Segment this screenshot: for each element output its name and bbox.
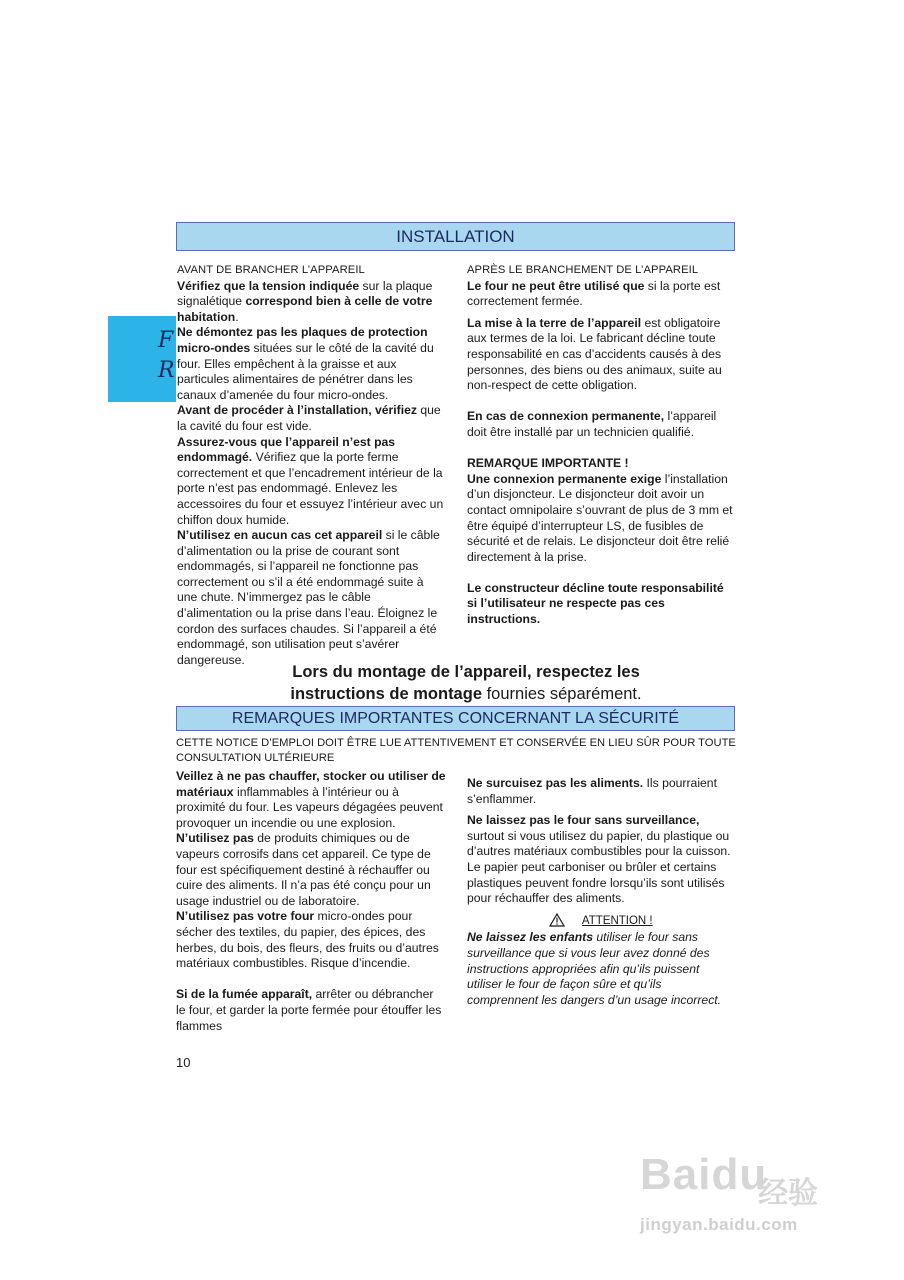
language-tab xyxy=(108,316,176,402)
installation-title: INSTALLATION xyxy=(396,227,515,246)
warning-triangle-icon xyxy=(549,913,565,927)
installation-left-column xyxy=(177,263,445,668)
safety-right-column xyxy=(467,776,735,1008)
install-right-p5: Le constructeur décline toute responsabilité si l’utilisateur ne respecte pas ces instructions. xyxy=(467,580,724,627)
jingyan-text: 经验 xyxy=(758,1177,818,1210)
installation-header xyxy=(176,222,735,251)
safety-left-p2: N’utilisez pas de produits chimiques ou de vapeurs corrosifs dans cet appareil. Ce type de four est spécifiquement destiné à réchauffer ou cuire des aliments. Il n’a pas été conçu pour un usage industriel ou de laboratoire. xyxy=(176,831,431,908)
mounting-instructions: Lors du montage de l’appareil, respectez les instructions de montage fournies séparément. xyxy=(290,663,642,703)
after-connecting-heading: APRÈS LE BRANCHEMENT DE L’APPAREIL xyxy=(467,264,699,276)
attention-line xyxy=(467,913,735,930)
lang-letter-f: F xyxy=(158,328,174,353)
install-left-p1: Vérifiez que la tension indiquée sur la plaque signalétique correspond bien à celle de votre habitation. xyxy=(177,278,433,324)
safety-right-p2: Ne laissez pas le four sans surveillance, surtout si vous utilisez du papier, du plastique ou d’autres matériaux combustibles pour la cuisson. Le papier peut carboniser ou brûler et certains plastiques peuvent fondre lorsqu’ils sont utilisés pour réchauffer des aliments. xyxy=(467,813,731,906)
baidu-watermark xyxy=(640,1140,860,1250)
install-left-p2: Ne démontez pas les plaques de protection micro-ondes situées sur le côté de la cavité du four. Elles empêchent à la graisse et aux particules alimentaires de pénétrer dans les canaux d’amenée du four micro-ondes. xyxy=(177,325,434,402)
attention-label: ATTENTION ! xyxy=(581,914,653,927)
installation-right-column xyxy=(467,263,735,628)
safety-right-p1: Ne surcuisez pas les aliments. Ils pourraient s’enflammer. xyxy=(467,776,717,806)
install-right-p4: Une connexion permanente exige l’installation d’un disjoncteur. Le disjoncteur doit avoir un contact omnipolaire s’ouvrant de plus de 3 mm et être équipé d’interrupteur LS, de fusibles de sécurité et de relais. Le disjoncteur doit être relié directement à la prise. xyxy=(467,471,733,564)
install-right-p2: La mise à la terre de l’appareil est obligatoire aux termes de la loi. Le fabricant décline toute responsabilité en cas d’accidents causés à des personnes, des biens ou des animaux, suite au non-respect de cette obligation. xyxy=(467,315,722,393)
lang-letter-r: R xyxy=(158,358,175,383)
install-left-p3: Avant de procéder à l’installation, vérifiez que la cavité du four est vide. xyxy=(177,403,441,433)
install-right-p3: En cas de connexion permanente, l’appareil doit être installé par un technicien qualifié. xyxy=(467,409,717,439)
children-warning: Ne laissez les enfants utiliser le four sans surveillance que si vous leur avez donné des instructions appropriées afin qu’ils puissent utiliser le four de façon sûre et qu’ils comprennent les dangers d’un usage incorrect. xyxy=(467,930,722,1007)
safety-header xyxy=(176,706,735,731)
watermark-url: jingyan.baidu.com xyxy=(640,1215,798,1234)
keep-notice: CETTE NOTICE D’EMPLOI DOIT ÊTRE LUE ATTENTIVEMENT ET CONSERVÉE EN LIEU SÛR POUR TOUTE CONSULTATION ULTÉRIEURE xyxy=(176,737,736,764)
safety-left-p4: Si de la fumée apparaît, arrêter ou débrancher le four, et garder la porte fermée pour étouffer les flammes xyxy=(176,987,442,1033)
important-note-heading: REMARQUE IMPORTANTE ! xyxy=(467,456,629,471)
safety-left-p3: N’utilisez pas votre four micro-ondes pour sécher des textiles, du papier, des épices, des herbes, du bois, des fleurs, des fruits ou d’autres matériaux combustibles. Risque d’incendie. xyxy=(176,909,439,971)
safety-left-p1: Veillez à ne pas chauffer, stocker ou utiliser de matériaux inflammables à l’intérieur ou à proximité du four. Les vapeurs dégagées peuvent provoquer un incendie ou une explosion. xyxy=(176,769,446,830)
baidu-logo: Baidu xyxy=(640,1150,768,1199)
before-connecting-heading: AVANT DE BRANCHER L’APPAREIL xyxy=(177,264,365,276)
page-number: 10 xyxy=(176,1055,191,1070)
safety-left-column xyxy=(176,769,446,1034)
install-right-p1: Le four ne peut être utilisé que si la porte est correctement fermée. xyxy=(467,278,721,309)
install-left-p4: Assurez-vous que l’appareil n’est pas endommagé. Vérifiez que la porte ferme correctement et que l’encadrement intérieur de la porte n’est pas endommagé. Enlevez les accessoires du four et essuyez l’intérieur avec un chiffon doux humide. xyxy=(177,434,444,527)
safety-title: REMARQUES IMPORTANTES CONCERNANT LA SÉCURITÉ xyxy=(231,710,680,727)
install-left-p5: N’utilisez en aucun cas cet appareil si le câble d’alimentation ou la prise de courant sont endommagés, si l’appareil ne fonctionne pas correctement ou s’il a été endommagé suite à une chute. N’immergez pas le câble d’alimentation ou la prise dans l’eau. Éloignez le cordon des surfaces chaudes. Si l’appareil a été endommagé, son utilisation peut s’avérer dangereuse. xyxy=(177,528,440,667)
